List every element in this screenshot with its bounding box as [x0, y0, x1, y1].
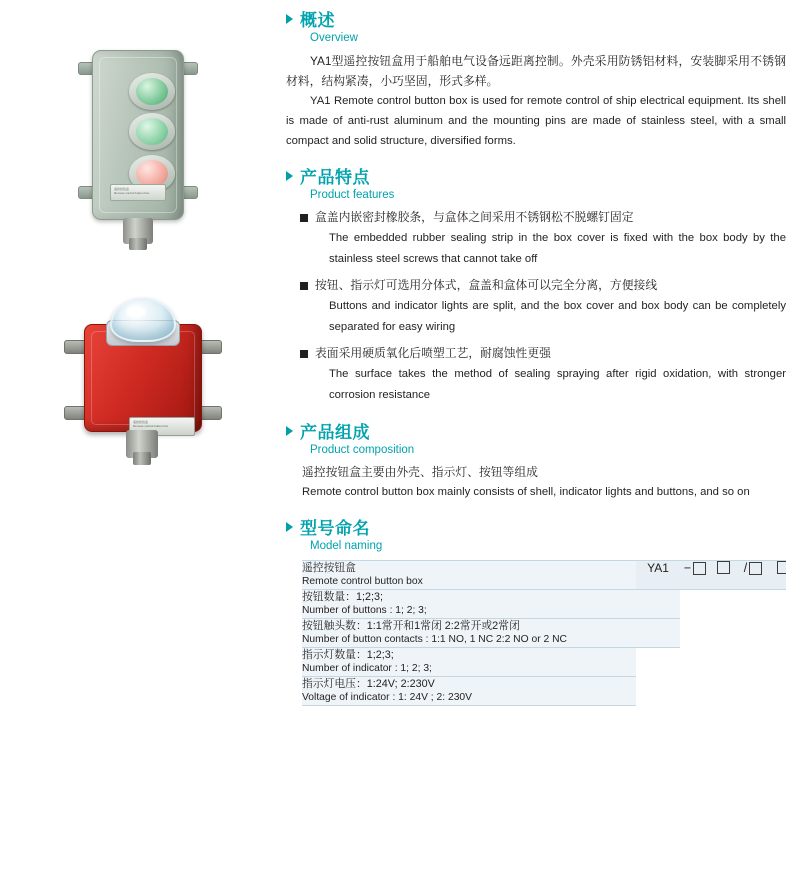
square-bullet-icon	[300, 350, 308, 358]
model-row-cn: 指示灯数量：1;2;3;	[302, 649, 394, 661]
composition-text-en: Remote control button box mainly consists of shell, indicator lights and buttons, and so on	[302, 486, 750, 498]
section-title-cn: 产品特点	[300, 168, 370, 187]
section-overview	[286, 6, 786, 151]
feature-text-en: Buttons and indicator lights are split, and the box cover and box body can be completely separated for easy wiring	[329, 300, 786, 333]
dash-separator: −	[683, 561, 692, 575]
feature-bullet	[300, 208, 786, 227]
table-row	[302, 677, 786, 706]
section-product-composition	[286, 418, 786, 502]
model-code-prefix: YA1	[636, 561, 680, 590]
section-title-en: Product features	[310, 189, 395, 201]
nameplate-text-en: Remote control button box	[114, 191, 150, 195]
code-cell	[710, 561, 736, 574]
nameplate	[110, 184, 166, 201]
model-row-en: Number of indicator : 1; 2; 3;	[302, 663, 432, 674]
section-model-naming	[286, 514, 786, 706]
overview-paragraph-en: YA1 Remote control button box is used for remote control of ship electrical equipment. Its shell is made of anti-rust aluminum and the mounting pins are made of stainless steel, with a small compact and solid structure, diversified forms.	[286, 95, 786, 147]
feature-text-cn: 按钮、指示灯可选用分体式，盒盖和盒体可以完全分离，方便接线	[315, 278, 658, 292]
spacer-cell	[680, 619, 786, 648]
nameplate-text-cn: 遥控按钮盒	[114, 187, 130, 191]
feature-text-en: The embedded rubber sealing strip in the box cover is fixed with the box body by the stainless steel screws that cannot take off	[329, 232, 786, 265]
spacer-cell	[636, 677, 786, 706]
spacer-cell	[636, 648, 786, 677]
model-row-description	[302, 677, 636, 706]
model-row-en: Number of buttons : 1; 2; 3;	[302, 605, 427, 616]
indicator-dome	[110, 298, 176, 342]
model-row-description	[302, 648, 636, 677]
section-heading	[286, 418, 786, 443]
model-row-en: Remote control button box	[302, 576, 423, 587]
section-title-en: Product composition	[310, 444, 415, 456]
model-code-slot-3	[736, 561, 770, 590]
code-cell	[680, 561, 710, 575]
push-button-green-2	[129, 113, 175, 150]
code-box-icon	[777, 561, 786, 574]
product-images-column	[0, 0, 278, 875]
model-row-description	[302, 619, 680, 648]
feature-bullet	[300, 276, 786, 295]
model-row-description	[302, 590, 680, 619]
cable-gland	[123, 218, 153, 244]
overview-paragraph-cn: YA1型遥控按钮盒用于船舶电气设备远距离控制。外壳采用防锈铝材料，安装脚采用不锈钢材料，结构紧凑，小巧坚固，形式多样。	[286, 54, 786, 88]
section-title-cn: 概述	[300, 11, 335, 30]
table-row	[302, 619, 786, 648]
code-cell	[770, 561, 786, 574]
model-row-en: Number of button contacts : 1:1 NO, 1 NC 2:2 NO or 2 NC	[302, 634, 567, 645]
section-heading	[286, 514, 786, 539]
model-row-cn: 按钮数量：1;2;3;	[302, 591, 383, 603]
code-cell	[736, 561, 770, 575]
slash-separator: /	[743, 561, 748, 575]
section-heading	[286, 6, 786, 31]
model-code-slot-2	[710, 561, 736, 590]
model-row-cn: 指示灯电压：1:24V; 2:230V	[302, 678, 435, 690]
triangle-bullet-icon	[286, 522, 293, 532]
table-row	[302, 590, 786, 619]
section-product-features	[286, 163, 786, 406]
model-code-slot-1	[680, 561, 710, 590]
square-bullet-icon	[300, 282, 308, 290]
code-box-icon	[717, 561, 730, 574]
nameplate-text-en: Remote control button box	[133, 424, 169, 428]
model-row-description	[302, 561, 636, 590]
code-box-icon	[693, 562, 706, 575]
code-box-icon	[749, 562, 762, 575]
section-title-en: Model naming	[310, 540, 383, 552]
triangle-bullet-icon	[286, 171, 293, 181]
model-row-cn: 遥控按钮盒	[302, 562, 356, 574]
section-heading	[286, 163, 786, 188]
feature-text-en: The surface takes the method of sealing spraying after rigid oxidation, with stronger corrosion resistance	[329, 368, 786, 401]
section-title-cn: 型号命名	[300, 519, 370, 538]
square-bullet-icon	[300, 214, 308, 222]
composition-text-cn: 遥控按钮盒主要由外壳、指示灯、按钮等组成	[302, 465, 538, 479]
model-naming-table	[302, 560, 776, 706]
table-row	[302, 561, 786, 590]
section-title-en: Overview	[310, 32, 358, 44]
product-image-grey-button-box	[78, 38, 198, 238]
triangle-bullet-icon	[286, 14, 293, 24]
product-image-red-lamp-box	[62, 290, 222, 490]
section-title-cn: 产品组成	[300, 423, 370, 442]
model-code-slot-4	[770, 561, 786, 590]
nameplate-text-cn: 遥控按钮盒	[133, 420, 149, 424]
triangle-bullet-icon	[286, 426, 293, 436]
content-column	[286, 0, 786, 718]
feature-text-cn: 表面采用硬质氧化后喷塑工艺，耐腐蚀性更强	[315, 346, 551, 360]
cable-gland	[126, 430, 158, 458]
push-button-green	[129, 73, 175, 110]
feature-text-cn: 盒盖内嵌密封橡胶条，与盒体之间采用不锈钢松不脱螺钉固定	[315, 210, 634, 224]
feature-bullet	[300, 344, 786, 363]
model-row-en: Voltage of indicator : 1: 24V ; 2: 230V	[302, 692, 473, 703]
spacer-cell	[680, 590, 786, 619]
table-row	[302, 648, 786, 677]
model-row-cn: 按钮触头数：1:1常开和1常闭 2:2常开或2常闭	[302, 620, 520, 632]
